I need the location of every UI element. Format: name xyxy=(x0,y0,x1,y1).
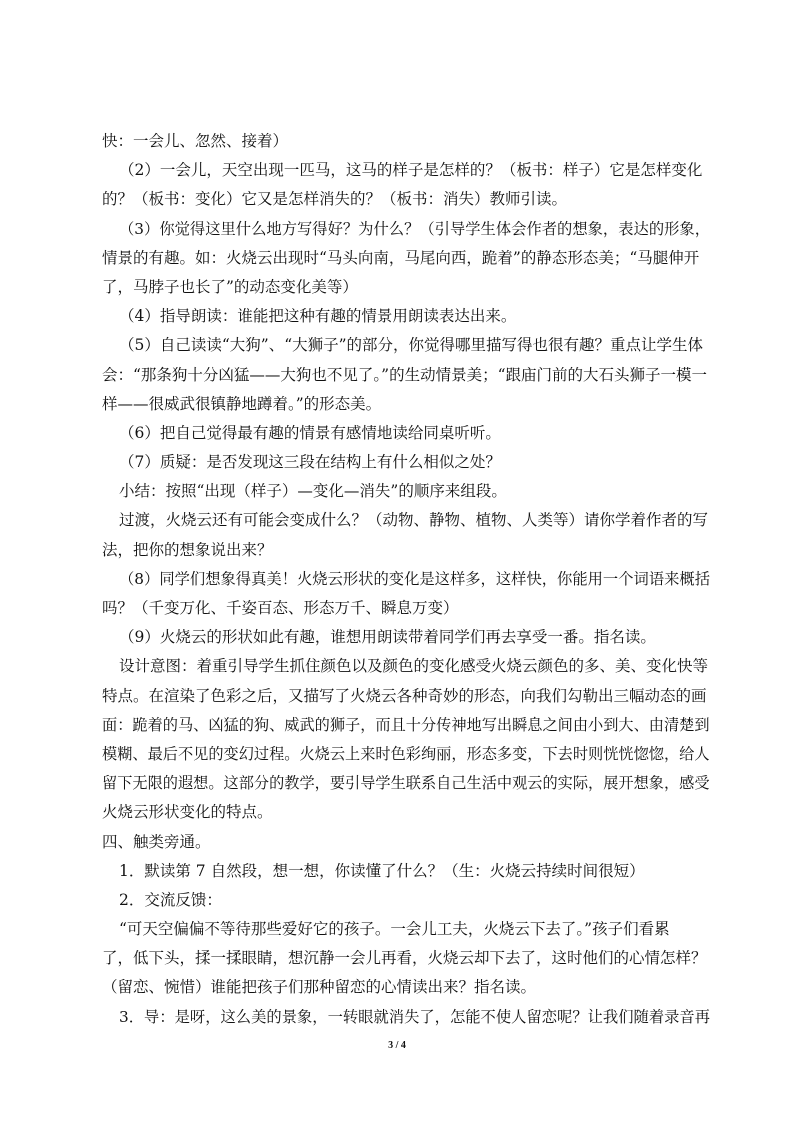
text-line: （留恋、惋惜）谁能把孩子们那种留恋的心情读出来？指名读。 xyxy=(102,978,537,997)
text-line: 了，低下头，揉一揉眼睛，想沉静一会儿再看，火烧云却下去了，这时他们的心情怎样？ xyxy=(102,949,707,968)
text-line: 快：一会儿、忽然、接着） xyxy=(102,132,289,150)
text-line: 了，马脖子也长了”的动态变化美等） xyxy=(102,277,358,296)
text-line: （4）指导朗读：谁能把这种有趣的情景用朗读表达出来。 xyxy=(119,307,517,326)
text-line: “可天空偏偏不等待那些爱好它的孩子。一会儿工夫，火烧云下去了。”孩子们看累 xyxy=(119,920,670,939)
text-line: 情景的有趣。如：火烧云出现时“马头向南，马尾向西，跪着”的静态形态美；“马腿伸开 xyxy=(102,248,700,267)
text-line: 1．默读第 7 自然段，想一想，你读懂了什么？（生：火烧云持续时间很短） xyxy=(119,861,645,880)
text-line: 法，把你的想象说出来？ xyxy=(102,540,273,559)
text-line: （7）质疑：是否发现这三段在结构上有什么相似之处？ xyxy=(119,453,501,472)
text-line: （6）把自己觉得最有趣的情景有感情地读给同桌听听。 xyxy=(119,423,501,442)
text-line: 吗？（千变万化、千姿百态、形态万千、瞬息万变） xyxy=(102,599,459,617)
text-line: 设计意图：着重引导学生抓住颜色以及颜色的变化感受火烧云颜色的多、美、变化快等 xyxy=(119,657,709,676)
text-line: （5）自己读读“大狗”、“大狮子”的部分，你觉得哪里描写得也很有趣？重点让学生体 xyxy=(119,336,704,355)
text-line: 3．导：是呀，这么美的景象，一转眼就消失了，怎能不使人留恋呢？让我们随着录音再 xyxy=(119,1007,711,1026)
text-line: 2．交流反馈： xyxy=(119,890,222,909)
text-line: 过渡，火烧云还有可能会变成什么？（动物、静物、植物、人类等）请你学着作者的写 xyxy=(119,511,709,530)
document-body xyxy=(102,127,710,1032)
text-line: 会：“那条狗十分凶猛——大狗也不见了。”的生动情景美；“跟庙门前的大石头狮子一模一 xyxy=(102,365,708,384)
text-line: 模糊、最后不见的变幻过程。火烧云上来时色彩绚丽，形态多变，下去时则恍恍惚惚，给人 xyxy=(102,744,710,763)
text-line: （3）你觉得这里什么地方写得好？为什么？（引导学生体会作者的想象，表达的形象， xyxy=(119,219,711,238)
text-line: （9）火烧云的形状如此有趣，谁想用朗读带着同学们再去享受一番。指名读。 xyxy=(119,628,656,647)
text-line: 面：跪着的马、凶猛的狗、威武的狮子，而且十分传神地写出瞬息之间由小到大、由清楚到 xyxy=(102,715,710,734)
page-number: 3 / 4 xyxy=(388,1040,406,1051)
text-line: 火烧云形状变化的特点。 xyxy=(102,803,273,822)
text-line: 留下无限的遐想。这部分的教学，要引导学生联系自己生活中观云的实际，展开想象，感受 xyxy=(102,774,710,793)
text-line: 的？（板书：变化）它又是怎样消失的？（板书：消失）教师引读。 xyxy=(102,190,568,209)
text-line: 特点。在渲染了色彩之后，又描写了火烧云各种奇妙的形态，向我们勾勒出三幅动态的画 xyxy=(102,686,707,705)
text-line: （2）一会儿，天空出现一匹马，这马的样子是怎样的？（板书：样子）它是怎样变化 xyxy=(119,161,703,180)
text-line: 小结：按照“出现（样子）—变化—消失”的顺序来组段。 xyxy=(119,482,507,501)
text-line: 样——很威武很镇静地蹲着。”的形态美。 xyxy=(102,394,382,413)
text-line: （8）同学们想象得真美！火烧云形状的变化是这样多，这样快，你能用一个词语来概括 xyxy=(119,569,711,588)
text-line: 四、触类旁通。 xyxy=(102,832,211,851)
